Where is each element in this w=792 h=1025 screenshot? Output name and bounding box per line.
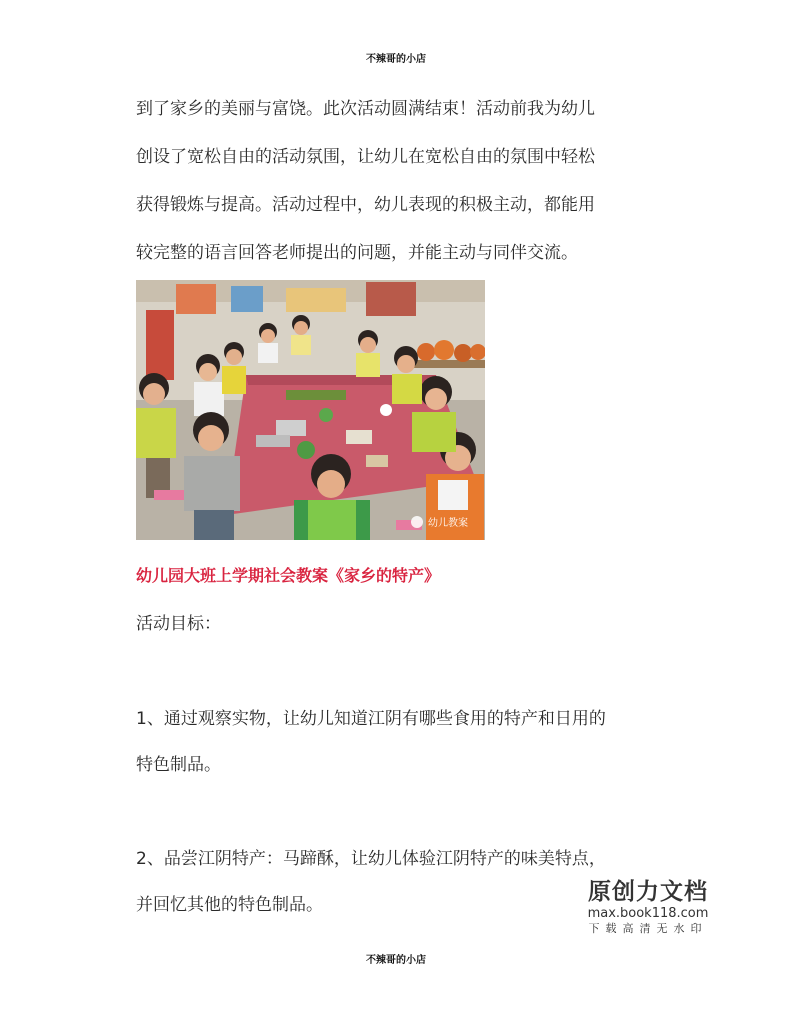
classroom-photo <box>136 280 485 540</box>
watermark-title: 原创力文档 <box>588 879 708 905</box>
lesson-title: 幼儿园大班上学期社会教案《家乡的特产》 <box>136 566 441 585</box>
watermark-subtitle: 下载高清无水印 <box>588 922 708 935</box>
goal-1-line-2: 特色制品。 <box>136 755 221 775</box>
watermark-url: max.book118.com <box>587 906 709 921</box>
goal-2-line-1: 2、品尝江阴特产：马蹄酥，让幼儿体验江阴特产的味美特点， <box>136 849 606 869</box>
watermark <box>583 878 713 937</box>
goal-1-line-1: 1、通过观察实物，让幼儿知道江阴有哪些食用的特产和日用的 <box>136 709 606 729</box>
chat-bubble-icon <box>411 516 423 528</box>
photo-caption: 幼儿教案 <box>428 518 468 529</box>
goal-2-line-2: 并回忆其他的特色制品。 <box>136 895 323 915</box>
classroom-photo-illustration <box>136 280 485 540</box>
page-footer: 不辣哥的小店 <box>366 955 426 966</box>
intro-paragraph <box>136 97 676 289</box>
paragraph-line: 获得锻炼与提高。活动过程中，幼儿表现的积极主动，都能用 <box>136 195 595 215</box>
objectives-label: 活动目标： <box>136 614 221 634</box>
page-header: 不辣哥的小店 <box>366 54 426 65</box>
paragraph-line: 较完整的语言回答老师提出的问题，并能主动与同伴交流。 <box>136 243 578 263</box>
paragraph-line: 到了家乡的美丽与富饶。此次活动圆满结束！活动前我为幼儿 <box>136 99 595 119</box>
paragraph-line: 创设了宽松自由的活动氛围，让幼儿在宽松自由的氛围中轻松 <box>136 147 595 167</box>
